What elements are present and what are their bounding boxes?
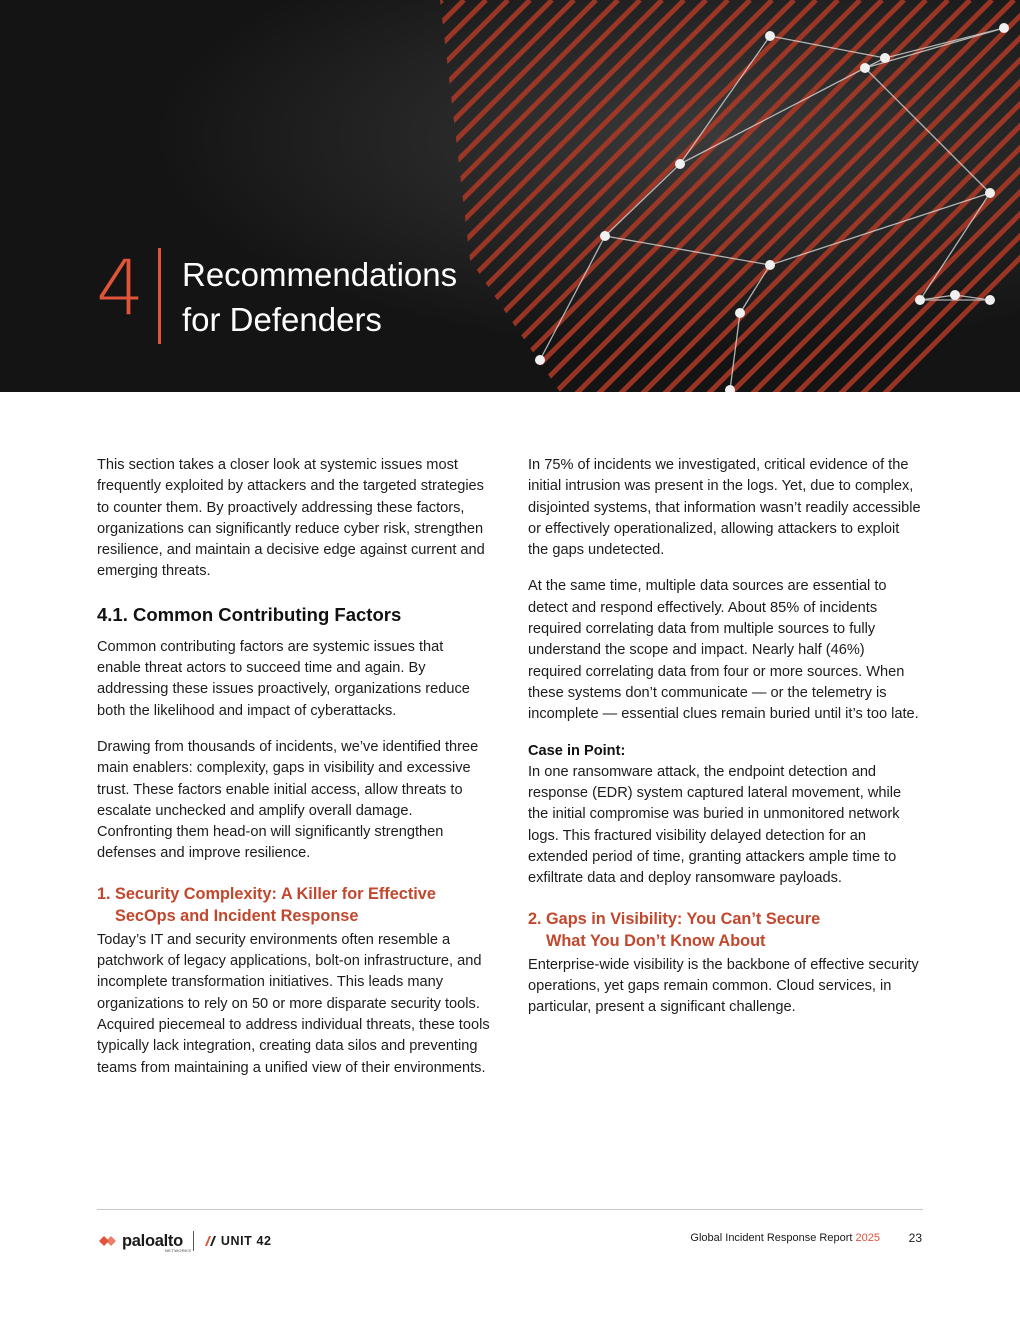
footer-logo <box>97 1228 272 1254</box>
case-body: In one ransomware attack, the endpoint detection and response (EDR) system captured lateral movement, while the initial compromise was buried in unmonitored network logs. This fractured visibility delayed detection for an extended period of time, granting attackers ample time to exfiltrate data and deploy ransomware payloads. <box>528 763 902 887</box>
report-title <box>690 1232 880 1244</box>
chapter-divider <box>158 248 161 344</box>
unit-name: UNIT 42 <box>220 1234 272 1248</box>
heading-text: Gaps in Visibility: You Can’t Secure What You Don’t Know About <box>546 909 821 950</box>
brand-subtitle: NETWORKS <box>165 1248 192 1253</box>
brand-name: paloalto <box>122 1231 183 1250</box>
case-title: Case in Point: <box>528 742 626 759</box>
heading-text: Security Complexity: A Killer for Effective SecOps and Incident Response <box>115 884 436 925</box>
numbered-heading <box>97 883 491 927</box>
intro-paragraph: This section takes a closer look at systemic issues most frequently exploited by attackers and the targeted strategies to counter them. By proactively addressing these factors, organizations can significantly reduce cyber risk, strengthen resilience, and maintain a decisive edge against current and emerging threats. <box>97 457 485 580</box>
chapter-title: Recommendations for Defenders <box>182 256 458 338</box>
body-paragraph: Today’s IT and security environments often resemble a patchwork of legacy applications, bolt-on infrastructure, and incomplete transformation initiatives. This leads many organizations to rely on 50 or more disparate security tools. Acquired piecemeal to address individual threats, these tools typically lack integration, creating data silos and preventing teams from maintaining a unified view of their environments. <box>97 931 490 1076</box>
case-in-point <box>528 741 922 890</box>
section-heading: 4.1. Common Contributing Factors <box>97 603 402 625</box>
logo-divider <box>193 1231 194 1251</box>
body-paragraph: At the same time, multiple data sources are essential to detect and respond effectively. About 85% of incidents required correlating data from multiple sources to fully understand the scope and impact. Nearly half (46%) required correlating data from four or more sources. When these systems don’t communicate — or the telemetry is incomplete — essential clues remain buried until it’s too late. <box>528 578 919 723</box>
body-paragraph: In 75% of incidents we investigated, critical evidence of the initial intrusion was present in the logs. Yet, due to complex, disjointed systems, that information wasn’t readily accessible or effectively operationalized, allowing attackers to exploit the gaps undetected. <box>528 457 921 559</box>
numbered-heading <box>528 908 922 952</box>
body-paragraph: Drawing from thousands of incidents, we’ve identified three main enablers: complexity, gaps in visibility and excessive trust. These factors enable initial access, allow threats to escalate unchecked and amplify overall damage. Confronting them head-on will significantly strengthen defenses and improve resilience. <box>97 738 479 862</box>
page-number: 23 <box>908 1231 922 1245</box>
report-year: 2025 <box>855 1232 880 1244</box>
body-paragraph: Common contributing factors are systemic issues that enable threat actors to succeed time and again. By addressing these issues proactively, organizations reduce both the likelihood and impact of cyberattacks. <box>97 638 470 719</box>
footer-divider <box>97 1209 923 1210</box>
right-column <box>528 455 922 1034</box>
chapter-number: 4 <box>96 243 145 332</box>
unit42-logo-icon <box>203 1234 217 1248</box>
chapter-banner <box>0 0 1020 392</box>
left-column <box>97 455 491 1094</box>
report-title-text: Global Incident Response Report <box>690 1232 853 1244</box>
heading-number: 2. <box>528 909 542 928</box>
heading-number: 1. <box>97 884 111 903</box>
body-paragraph: Enterprise-wide visibility is the backbone of effective security operations, yet gaps remain common. Cloud services, in particular, present a significant challenge. <box>528 956 919 1016</box>
paloalto-logo-icon <box>97 1233 119 1249</box>
